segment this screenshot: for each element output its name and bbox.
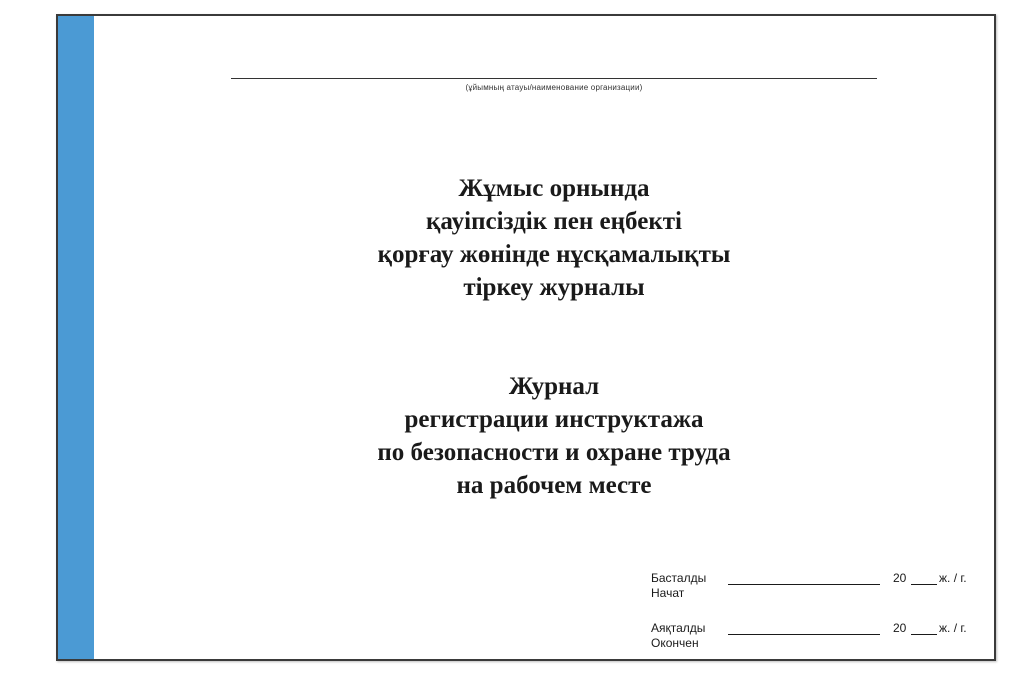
end-year-suffix: ж. / г. — [939, 621, 967, 635]
title-russian-line: регистрации инструктажа — [404, 406, 704, 433]
cover-spine — [58, 16, 94, 659]
title-kazakh-line: Жұмыс орнында — [458, 175, 650, 202]
title-russian-line: на рабочем месте — [456, 472, 652, 499]
start-label-kazakh: Басталды — [651, 571, 707, 585]
organization-name-caption: (ұйымның атауы/наименование организации) — [465, 83, 643, 92]
start-year-suffix: ж. / г. — [939, 571, 967, 585]
title-kazakh-line: қауіпсіздік пен еңбекті — [426, 208, 682, 235]
title-russian — [154, 370, 954, 502]
title-russian-line: Журнал — [508, 373, 600, 400]
title-kazakh — [154, 172, 954, 304]
start-year-prefix: 20 — [893, 571, 907, 585]
start-date-field[interactable] — [728, 584, 880, 585]
end-label-kazakh: Аяқталды — [651, 621, 706, 635]
end-date-field[interactable] — [728, 634, 880, 635]
start-label-russian: Начат — [651, 586, 685, 600]
organization-name-line — [231, 78, 877, 79]
title-kazakh-line: қорғау жөнінде нұсқамалықты — [377, 241, 731, 268]
start-year-field[interactable] — [911, 584, 937, 585]
journal-cover — [56, 14, 996, 661]
title-russian-line: по безопасности и охране труда — [377, 439, 731, 466]
end-year-field[interactable] — [911, 634, 937, 635]
end-label-russian: Окончен — [651, 636, 699, 650]
end-year-prefix: 20 — [893, 621, 907, 635]
title-kazakh-line: тіркеу журналы — [463, 274, 645, 301]
